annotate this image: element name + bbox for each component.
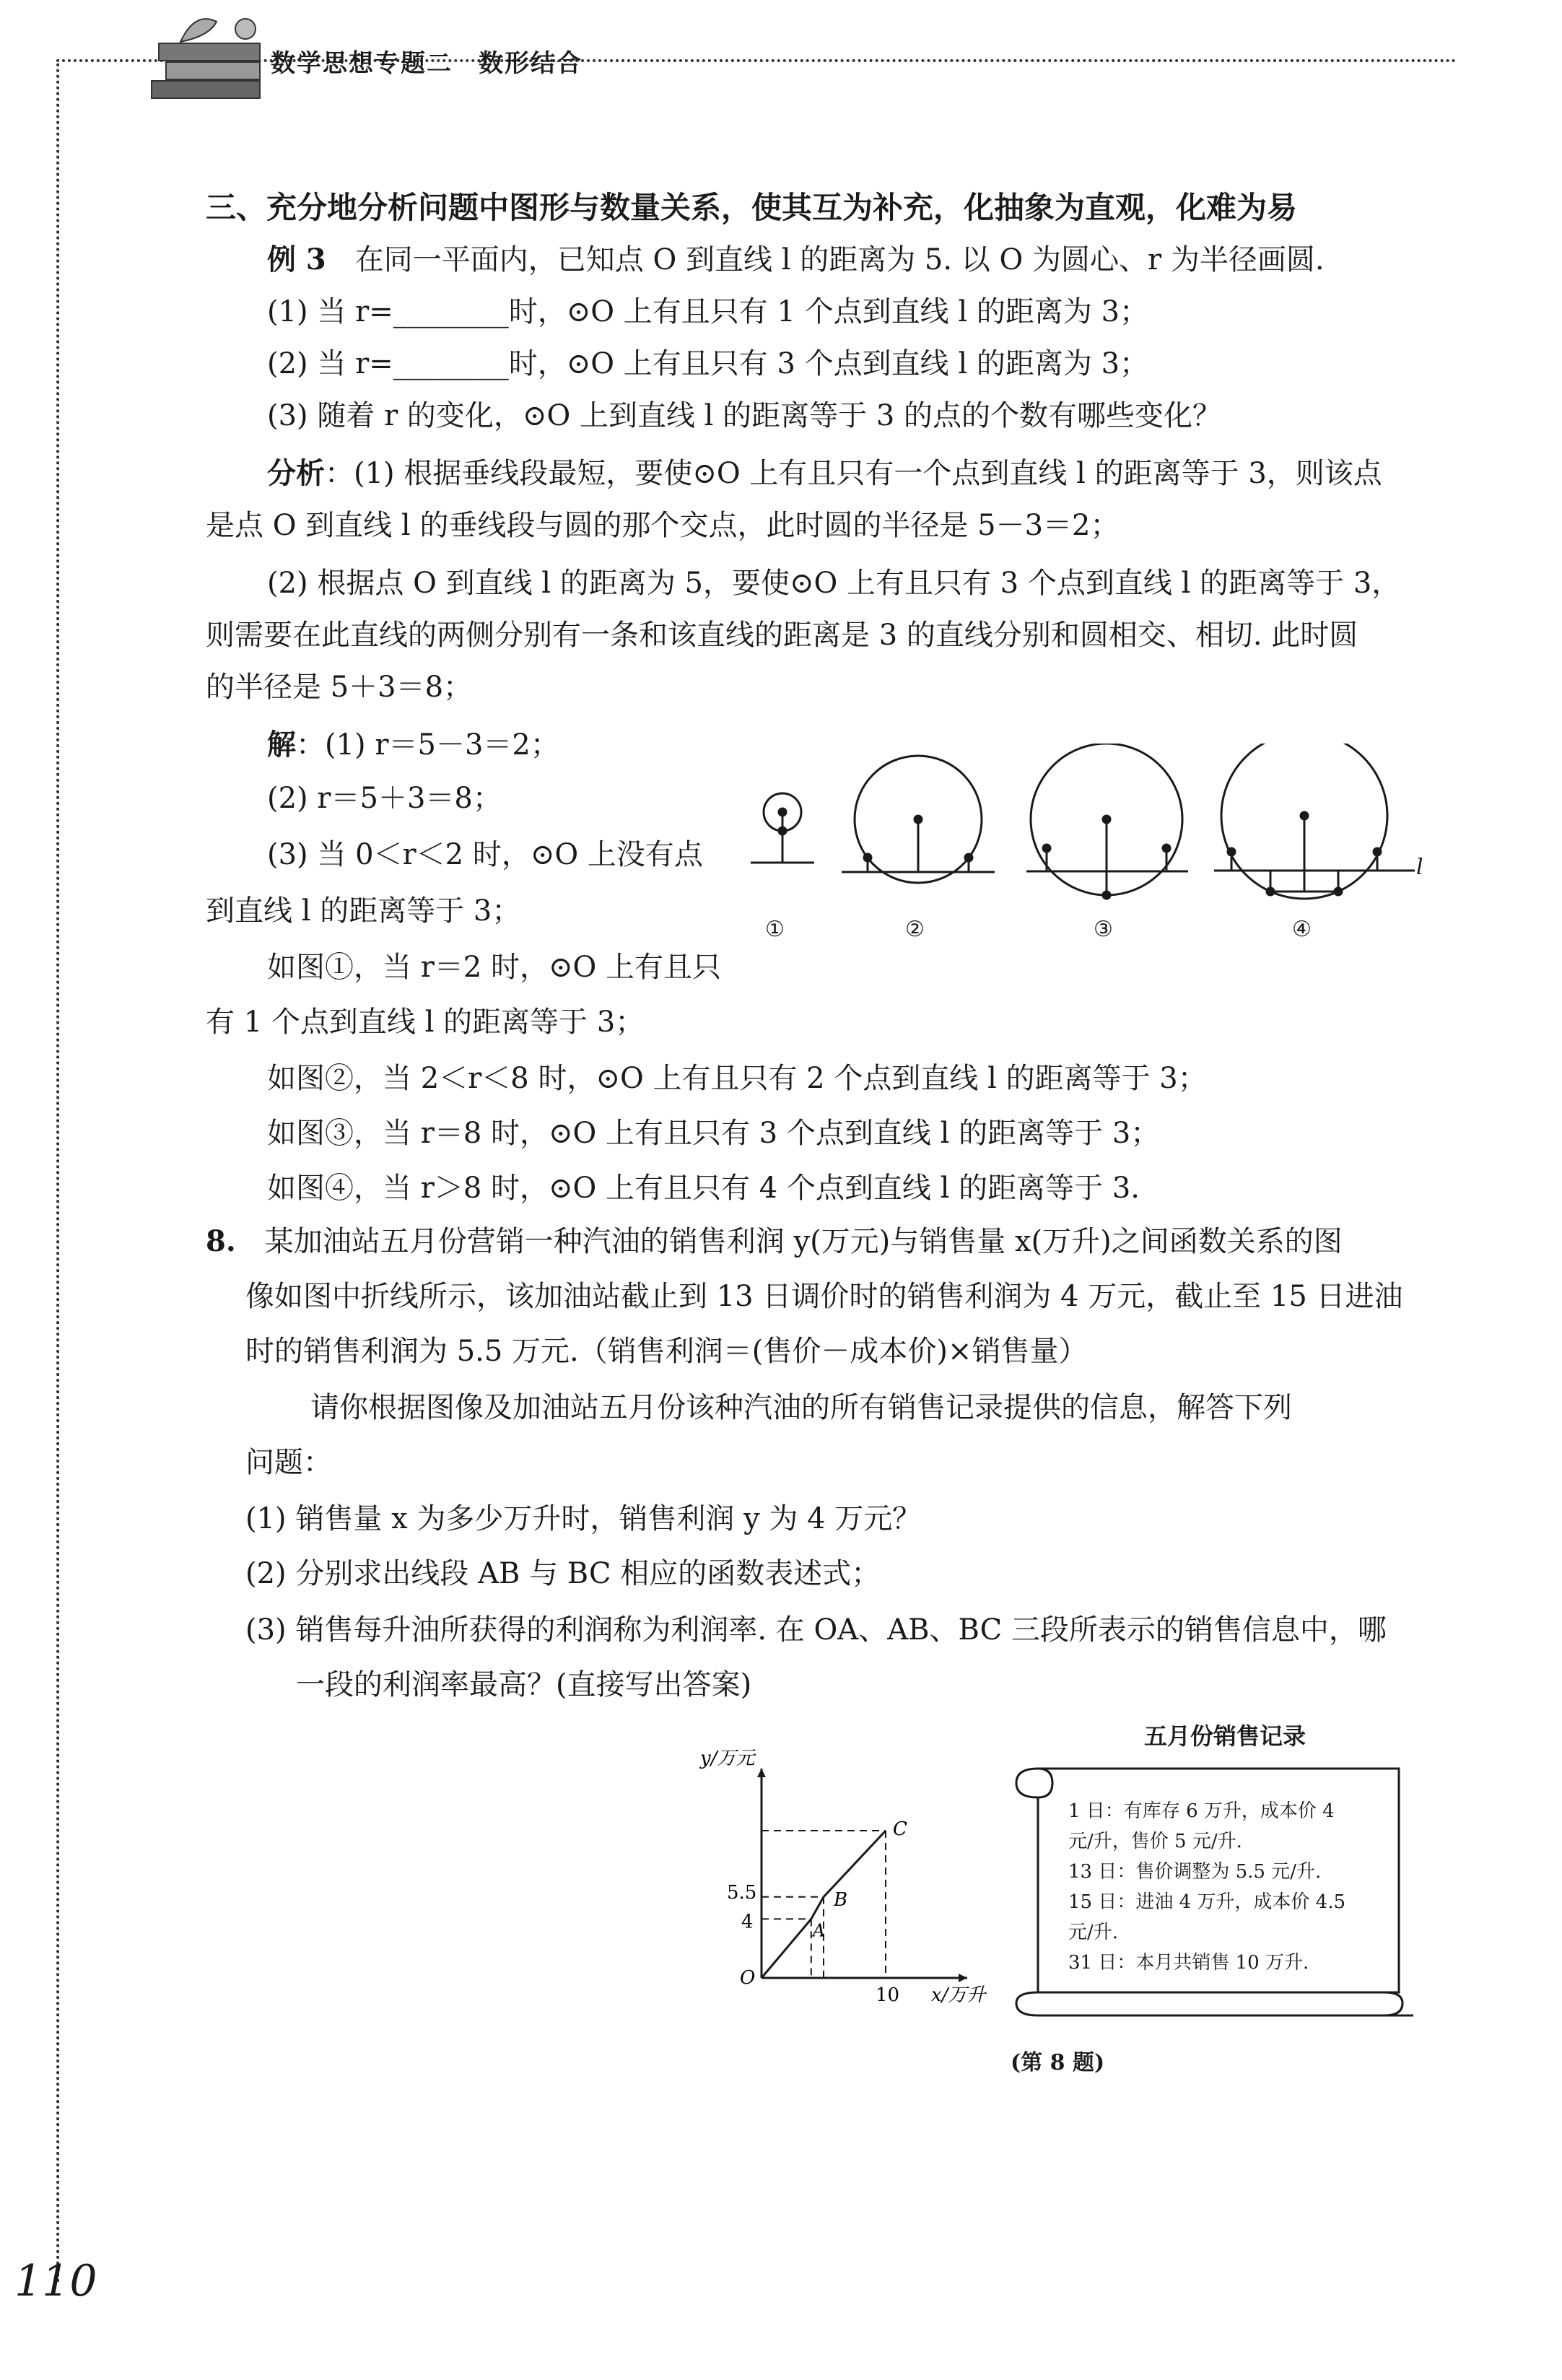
figure-label-3: ③: [1094, 917, 1113, 942]
analysis-label: 分析: [267, 456, 325, 490]
problem8-line-1: [206, 1223, 1343, 1260]
example3-label: 例 3: [267, 243, 326, 276]
analysis-line-2a: (2) 根据点 O 到直线 l 的距离为 5，要使⊙O 上有且只有 3 个点到直线 l 的距离等于 3，: [267, 567, 1401, 600]
page-number: 110: [14, 2256, 97, 2306]
y-tick-label: 4: [741, 1911, 754, 1933]
record-line: 31 日：本月共销售 10 万升.: [1068, 1952, 1309, 1974]
problem8-number: 8.: [206, 1224, 236, 1258]
problem8-line-4: 请你根据图像及加油站五月份该种汽油的所有销售记录提供的信息，解答下列: [310, 1391, 1292, 1424]
header-title: 数学思想专题二 数形结合: [271, 49, 583, 78]
figure2-line: 如图②，当 2＜r＜8 时，⊙O 上有且只有 2 个点到直线 l 的距离等于 3；: [267, 1062, 1207, 1095]
figure4-line: 如图④，当 r＞8 时，⊙O 上有且只有 4 个点到直线 l 的距离等于 3.: [267, 1172, 1140, 1205]
origin-label: O: [740, 1967, 756, 1989]
record-line: 元/升.: [1068, 1922, 1119, 1943]
circle-figure-4: [1214, 744, 1415, 899]
analysis-line-2c: 的半径是 5＋3＝8；: [206, 671, 473, 704]
analysis-line-1b: 是点 O 到直线 l 的垂线段与圆的那个交点，此时圆的半径是 5－3＝2；: [206, 509, 1120, 542]
problem8-q3a: (3) 销售每升油所获得的利润称为利润率. 在 OA、AB、BC 三段所表示的销售信息中，哪: [245, 1613, 1387, 1647]
point-label-a: A: [812, 1920, 826, 1941]
figure-label-1: ①: [765, 917, 785, 942]
figure1-line-a: 如图①，当 r＝2 时，⊙O 上有且只: [267, 951, 722, 984]
example3-stem-text: 在同一平面内，已知点 O 到直线 l 的距离为 5. 以 O 为圆心、r 为半径画圆.: [354, 243, 1325, 276]
solution-line-3b: 到直线 l 的距离等于 3；: [206, 894, 521, 928]
problem8-line-2: 像如图中折线所示，该加油站截止到 13 日调价时的销售利润为 4 万元，截止至 15 日进油: [245, 1280, 1403, 1313]
problem8-q3b: 一段的利润率最高？(直接写出答案): [296, 1668, 752, 1701]
record-title: 五月份销售记录: [1144, 1722, 1306, 1750]
book-stack-icon: [137, 7, 274, 105]
solution-text-1: ：(1) r＝5－3＝2；: [296, 728, 559, 762]
analysis-line-2b: 则需要在此直线的两侧分别有一条和该直线的距离是 3 的直线分别和圆相交、相切. 此时圆: [206, 619, 1358, 652]
example3-q3: (3) 随着 r 的变化，⊙O 上到直线 l 的距离等于 3 的点的个数有哪些变化？: [267, 399, 1222, 432]
problem8-q1: (1) 销售量 x 为多少万升时，销售利润 y 为 4 万元？: [245, 1502, 922, 1535]
example3-stem: [267, 241, 1325, 279]
figure-label-4: ④: [1292, 917, 1312, 942]
solution-line-1: [267, 726, 559, 764]
record-line: 1 日：有库存 6 万升，成本价 4: [1068, 1800, 1335, 1822]
point-label-b: B: [834, 1888, 848, 1911]
solution-line-3a: (3) 当 0＜r＜2 时，⊙O 上没有点: [267, 838, 703, 871]
problem8-caption: (第 8 题): [1011, 2050, 1105, 2075]
profit-chart: [679, 1747, 1018, 2007]
circle-figure-3: [1026, 744, 1188, 899]
problem8-text-1: 某加油站五月份营销一种汽油的销售利润 y(万元)与销售量 x(万升)之间函数关系的图: [264, 1225, 1343, 1258]
series-line: [762, 1831, 886, 1978]
analysis-line-1a: [267, 455, 1382, 492]
point-label-c: C: [893, 1818, 907, 1840]
solution-line-2: (2) r＝5＋3＝8；: [267, 782, 502, 815]
problem8-q2: (2) 分别求出线段 AB 与 BC 相应的函数表述式；: [245, 1557, 881, 1590]
circle-figure-1: [751, 793, 814, 863]
analysis-text-1a: ：(1) 根据垂线段最短，要使⊙O 上有且只有一个点到直线 l 的距离等于 3，则该点: [325, 457, 1382, 490]
record-line: 13 日：售价调整为 5.5 元/升.: [1068, 1861, 1322, 1883]
record-line: 元/升，售价 5 元/升.: [1068, 1831, 1242, 1852]
circle-figures: [729, 744, 1451, 953]
y-tick-label: 5.5: [727, 1881, 757, 1904]
solution-label: 解: [267, 728, 296, 762]
x-tick-label: 10: [876, 1984, 900, 2006]
problem8-line-5: 问题：: [245, 1446, 332, 1479]
section-heading: 三、充分地分析问题中图形与数量关系，使其互为补充，化抽象为直观，化难为易: [206, 190, 1298, 225]
figure-label-2: ②: [905, 917, 925, 942]
record-line: 15 日：进油 4 万升，成本价 4.5: [1068, 1891, 1346, 1913]
y-axis-label: y/万元: [700, 1748, 755, 1769]
left-dotted-border: [56, 59, 59, 2283]
figure1-line-b: 有 1 个点到直线 l 的距离等于 3；: [206, 1006, 645, 1039]
x-axis-arrow: [959, 1974, 967, 1982]
figure3-line: 如图③，当 r＝8 时，⊙O 上有且只有 3 个点到直线 l 的距离等于 3；: [267, 1117, 1160, 1150]
example3-q1: (1) 当 r=________时，⊙O 上有且只有 1 个点到直线 l 的距离为 3；: [267, 295, 1149, 328]
example3-q2: (2) 当 r=________时，⊙O 上有且只有 3 个点到直线 l 的距离为 3；: [267, 347, 1149, 380]
figure-line-label: l: [1416, 855, 1423, 880]
circle-figure-2: [842, 756, 995, 883]
record-lines: [1068, 1796, 1345, 1978]
x-axis-label: x/万升: [931, 1984, 986, 2006]
y-axis-arrow: [757, 1769, 766, 1777]
problem8-line-3: 时的销售利润为 5.5 万元.（销售利润＝(售价－成本价)×销售量）: [245, 1335, 1088, 1368]
